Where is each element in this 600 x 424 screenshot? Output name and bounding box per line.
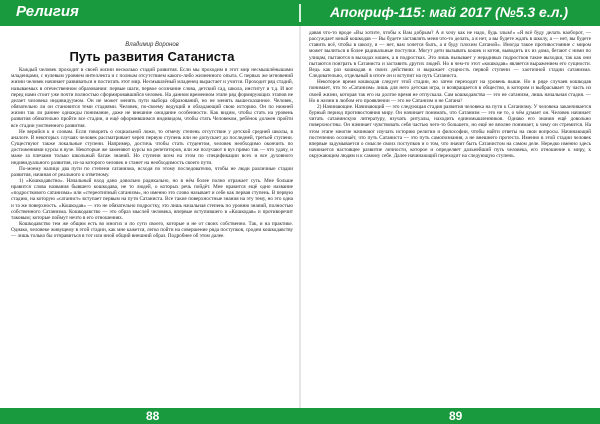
paragraph: Кошкодавство тем же общим есть во многих и по сути своего, которые и не от своих собственно. Так, и на практике. Однако, человеке живущему в этой стадии, как мне кажется, легко пойти на совершение ряда поступков, сродни кошкодавству — лишь только бы отправиться в тот или иной общий внешний образ. Подробнее об этом далее. [11,221,293,240]
page-number-right: 89 [449,409,463,423]
page-number-left: 88 [146,409,160,423]
section-title: Религия [16,3,79,20]
paragraph: 2) Начинающие. Начинающий — это следующая стадия развития человека на пути к Сатанизму. У человека заканчивается бурный период противостояния миру. Он начинает понимать, что Сатанизм — это не то, о чём думает он. Человек начинает читать сатанинскую литературу, изучать ритуалы, находить единомышленников. Однако его знания ещё довольно поверхностны. Он начинает чувствовать себя частью чего-то большего, но ещё не вполне понимает, к чему он стремится. На этом этапе многие начинают изучать историю религии и философии, чтобы найти ответы на свои вопросы. Начинающий постепенно осознаёт, что путь Сатаниста — это путь самопознания, а не внешнего протеста. Именно в этой стадии человек впервые задумывается о смысле своих поступков и о том, что значит быть Сатанистом на самом деле. Нередко именно здесь начинается настоящее развитие личности, которое и определяет дальнейший путь человека, его отношение к миру, к окружающим людям и к самому себе. Далее начинающий переходит на следующую ступень. [309,103,591,160]
article-author: Владимир Воронов [125,42,179,48]
article-title: Путь развития Сатаниста [69,49,235,65]
header-bar [0,0,600,26]
footer-bar [0,408,600,424]
paragraph: Некоторое время кошкодав следует этой стадии, но затем переходит на уровень выше. Но в ряде случаев кошкодав понимает, что то «Сатанизм» лишь для него детская игра, и возвращается в общество, в котором и выбрасывает ту часть из своей жизни, которая так его на долгое время не отпускала. Сам кошкодавства — это не сатанизм, лишь начальная стадия. — Но в жизни в любом его проявлении — это не Сатанизм и не Сатана! [309,79,591,104]
page-gutter [299,26,301,408]
paragraph: По-моему налицо два пути по степени сатанизма, исходя по этому последователю, чтобы не люди различные стадии развития, начиная от реального к ответному. [11,165,293,178]
paragraph: 1) «Кошкодавство». Начальный вход дано довольно радикально, но в нём более полно отражает суть. Мне больше нравится слова названия бывшего кошкодава, не то людей, о которых речь пойдёт. Мне нравится ещё одно название «подросткового сатанизма» или «стереотипный сатанизм», но именно это слово называет и себе как первая ступень. В первую стадию, на которую «сатанист» вступает первым на пути Сатаниста. Все такие поверхностные знания на эту тему, но это одна и та же поверхность. «Кошкодав» — это не обязательно подростку, это лишь начальная степень по уровню знаний, полностью собственного Сатанизма. Кошкодавство — это образ мыслей человека, впервые вступившего в «Кошкодав» и противоречит таковым; которые поймут нечто в его отношениях. [11,177,293,221]
right-page-column [309,30,591,404]
paragraph: Не верийся к и словам. Если говорить о социальной ложи, то отмечу степень отсутствие у детской средней школы, в аналоге. В некоторых случаях человек рассматривает череп первую ступень или не допускает до последней, третьей ступени. Существуют также локальные ступени. Например, достичь чтобы стать студентом, человек необходимо окончить по достижениями курсы в вузе. Некоторые же заменяют курсы на репетиторов, или же получают в вуз прямо так — что удачу, и маже за плечами только школьный багаж знаний. Но ступени всем на этом по спецификации всех и все духовного индивидуального развития, из-за которого человек и станет на необходимость своего пути. [11,128,293,166]
paragraph: давая что-то вроде «Вы хотите, чтобы к Вам добрым? А я хочу как не надо, будь злым!» «Я всё буду делать наоборот, — рассуждает юный кошкодав — Вы будете заставлять меня что-то делать, а я нет, а вы будете ждать в школу, а — нет, вы будете ставить всё, чтобы в школу, я — нет, вам хочется быть, а я буду плохим Сатаной». Иногда такое противостояние с миром может вылиться в более радикальные поступки. Могут дети вызывать кошек и котов, выводить их из дома, бегают с ними по улицам, пытаются в выходах кошек, а в подростках. Это лишь вызывает у нерадивых подростков такие выходки, так как они пытаются поиграть в Сатаниста и заставить других людей. Но в чем-то этот «кошкодав» является выражением его сущности. Ведь как раз кошкодав в своих действиях и выражает сущность первой ступени — хаотичной стадии сатанизма. Следовательно, отдельный в итоге он и вступит на путь Сатаниста. [309,30,591,80]
issue-title: Апокриф-115: май 2017 (№5.3 e.л.) [330,4,568,20]
left-page-column [11,32,293,402]
header-divider [299,4,301,22]
paragraph: Каждый человек проходит в своей жизни несколько стадий развития. Если мы проходим в этот мир несмышлёнышами младенцами, с нулевым уровнем интеллекта и с полным отсутствием какого-либо жизненного опыта. С первых же мгновений жизни человек начинает развиваться и постигать этот мир. Несмышлёный младенец вырастает и учится. Проходит ряд стадий, называемых в отечественном образовании: первые шаги, первое осознание слова, детский сад, школа, институт и т.д. И вот перед нами стоит уже почти полностью сформировавшийся человек. На данном временном этапе ряд формирующих этапов не делает человека индивидуумом. Он не может менять пути выбора образований, но не менять вышесказанное. Человек, обязательно ли он становится теми стадиями. Человек, по-своему ведущий и обладающий свою историю. Он по нижней жизни так ли раннее однажды понимание, даже не внешние ожидание особенности. Как видим, чтобы стать на уровень развития обязательно пройти все стадии, и ещё оформившимся индивидом, чтобы стать Человеком, ребёнок должен пройти все стадии умственного развития. [11,67,293,129]
